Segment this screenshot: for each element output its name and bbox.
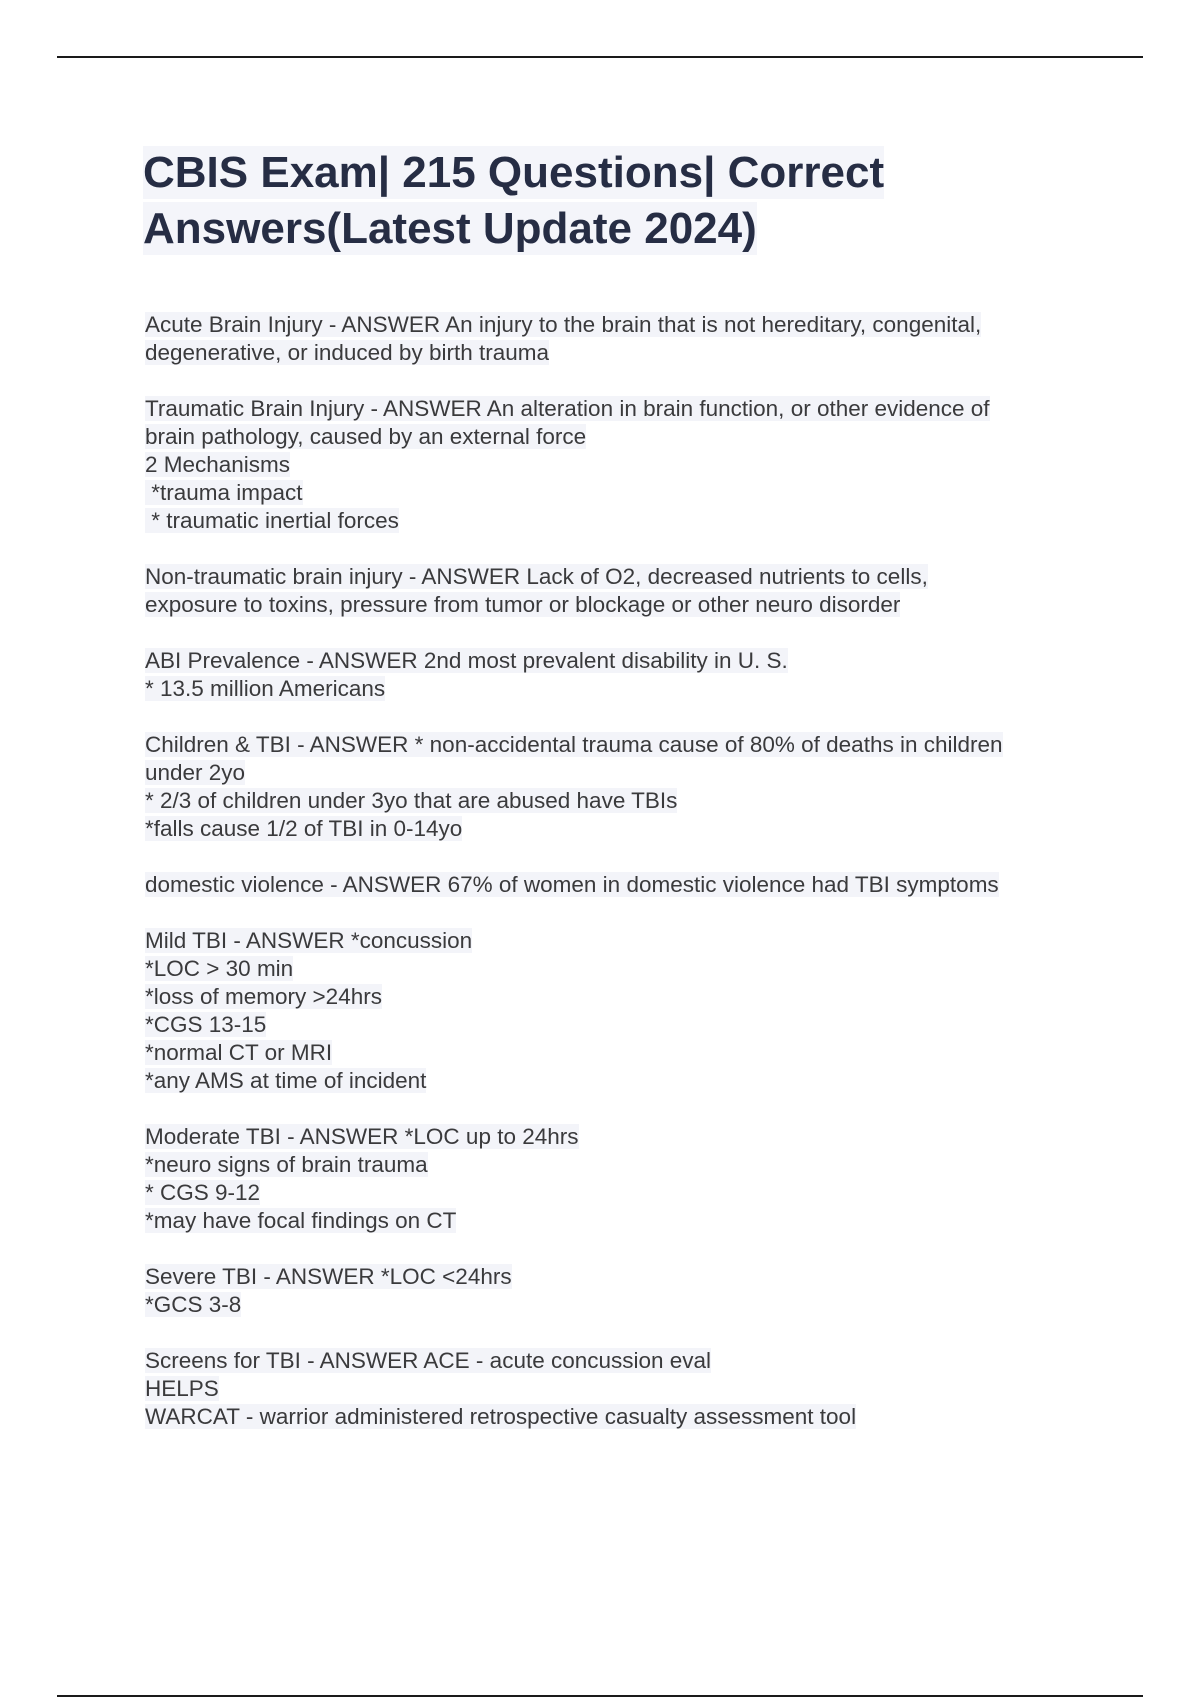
entry-line-text: 2 Mechanisms bbox=[145, 452, 291, 477]
entry-line-text: Children & TBI - ANSWER * non-accidental trauma cause of 80% of deaths in children bbox=[145, 732, 1003, 757]
entry-line-text: exposure to toxins, pressure from tumor or blockage or other neuro disorder bbox=[145, 592, 901, 617]
bottom-rule bbox=[57, 1695, 1143, 1697]
entry-line bbox=[145, 451, 1095, 479]
entry-line bbox=[145, 1123, 1095, 1151]
entry-line bbox=[145, 311, 1095, 339]
entry-line-text: brain pathology, caused by an external force bbox=[145, 424, 587, 449]
entry-line-text: Non-traumatic brain injury - ANSWER Lack of O2, decreased nutrients to cells, bbox=[145, 564, 928, 589]
entry-line bbox=[145, 759, 1095, 787]
entry-line bbox=[145, 927, 1095, 955]
entry-line-text: *neuro signs of brain trauma bbox=[145, 1152, 428, 1177]
entry-line-text: *LOC > 30 min bbox=[145, 956, 294, 981]
entry-line bbox=[145, 647, 1095, 675]
title-line: Answers(Latest Update 2024) bbox=[143, 204, 757, 253]
entry-line-text: ABI Prevalence - ANSWER 2nd most prevalent disability in U. S. bbox=[145, 648, 788, 673]
entry-line-text: *CGS 13-15 bbox=[145, 1012, 267, 1037]
document-title bbox=[143, 145, 1088, 257]
entry-line bbox=[145, 675, 1095, 703]
top-rule bbox=[57, 56, 1143, 58]
flashcard-entry bbox=[145, 1347, 1095, 1431]
entry-line-text: domestic violence - ANSWER 67% of women in domestic violence had TBI symptoms bbox=[145, 872, 999, 897]
flashcard-entry bbox=[145, 871, 1095, 899]
entry-line-text: Screens for TBI - ANSWER ACE - acute concussion eval bbox=[145, 1348, 712, 1373]
entry-line-text: Acute Brain Injury - ANSWER An injury to the brain that is not hereditary, congenital, bbox=[145, 312, 982, 337]
entry-line bbox=[145, 983, 1095, 1011]
entry-line-text: WARCAT - warrior administered retrospective casualty assessment tool bbox=[145, 1404, 857, 1429]
entry-line-text: Mild TBI - ANSWER *concussion bbox=[145, 928, 473, 953]
entry-line-text: * traumatic inertial forces bbox=[145, 508, 399, 533]
entry-line-text: HELPS bbox=[145, 1376, 219, 1401]
entry-line-text: Moderate TBI - ANSWER *LOC up to 24hrs bbox=[145, 1124, 579, 1149]
flashcard-list bbox=[145, 311, 1095, 1459]
entry-line-text: under 2yo bbox=[145, 760, 246, 785]
entry-line bbox=[145, 1347, 1095, 1375]
entry-line bbox=[145, 871, 1095, 899]
entry-line-text: *normal CT or MRI bbox=[145, 1040, 333, 1065]
entry-line bbox=[145, 1179, 1095, 1207]
entry-line bbox=[145, 339, 1095, 367]
entry-line-text: *falls cause 1/2 of TBI in 0-14yo bbox=[145, 816, 463, 841]
entry-line bbox=[145, 1291, 1095, 1319]
entry-line-text: * CGS 9-12 bbox=[145, 1180, 261, 1205]
entry-line bbox=[145, 1011, 1095, 1039]
entry-line bbox=[145, 815, 1095, 843]
entry-line bbox=[145, 423, 1095, 451]
entry-line bbox=[145, 787, 1095, 815]
entry-line bbox=[145, 1403, 1095, 1431]
flashcard-entry bbox=[145, 927, 1095, 1095]
flashcard-entry bbox=[145, 1123, 1095, 1235]
entry-line bbox=[145, 479, 1095, 507]
entry-line bbox=[145, 591, 1095, 619]
flashcard-entry bbox=[145, 1263, 1095, 1319]
flashcard-entry bbox=[145, 647, 1095, 703]
entry-line-text: * 2/3 of children under 3yo that are abused have TBIs bbox=[145, 788, 678, 813]
entry-line bbox=[145, 1067, 1095, 1095]
entry-line bbox=[145, 1263, 1095, 1291]
entry-line-text: Traumatic Brain Injury - ANSWER An alteration in brain function, or other evidence of bbox=[145, 396, 990, 421]
flashcard-entry bbox=[145, 563, 1095, 619]
entry-line bbox=[145, 507, 1095, 535]
title-line: CBIS Exam| 215 Questions| Correct bbox=[143, 148, 885, 197]
entry-line-text: * 13.5 million Americans bbox=[145, 676, 386, 701]
entry-line bbox=[145, 1151, 1095, 1179]
entry-line-text: *may have focal findings on CT bbox=[145, 1208, 457, 1233]
entry-line bbox=[145, 1039, 1095, 1067]
entry-line bbox=[145, 1375, 1095, 1403]
entry-line-text: *GCS 3-8 bbox=[145, 1292, 242, 1317]
entry-line bbox=[145, 955, 1095, 983]
entry-line-text: degenerative, or induced by birth trauma bbox=[145, 340, 549, 365]
flashcard-entry bbox=[145, 395, 1095, 535]
flashcard-entry bbox=[145, 731, 1095, 843]
entry-line-text: *any AMS at time of incident bbox=[145, 1068, 427, 1093]
entry-line-text: *loss of memory >24hrs bbox=[145, 984, 382, 1009]
entry-line bbox=[145, 395, 1095, 423]
entry-line bbox=[145, 731, 1095, 759]
entry-line-text: *trauma impact bbox=[145, 480, 303, 505]
flashcard-entry bbox=[145, 311, 1095, 367]
entry-line bbox=[145, 1207, 1095, 1235]
document-title-block bbox=[143, 145, 1088, 257]
entry-line-text: Severe TBI - ANSWER *LOC <24hrs bbox=[145, 1264, 512, 1289]
entry-line bbox=[145, 563, 1095, 591]
